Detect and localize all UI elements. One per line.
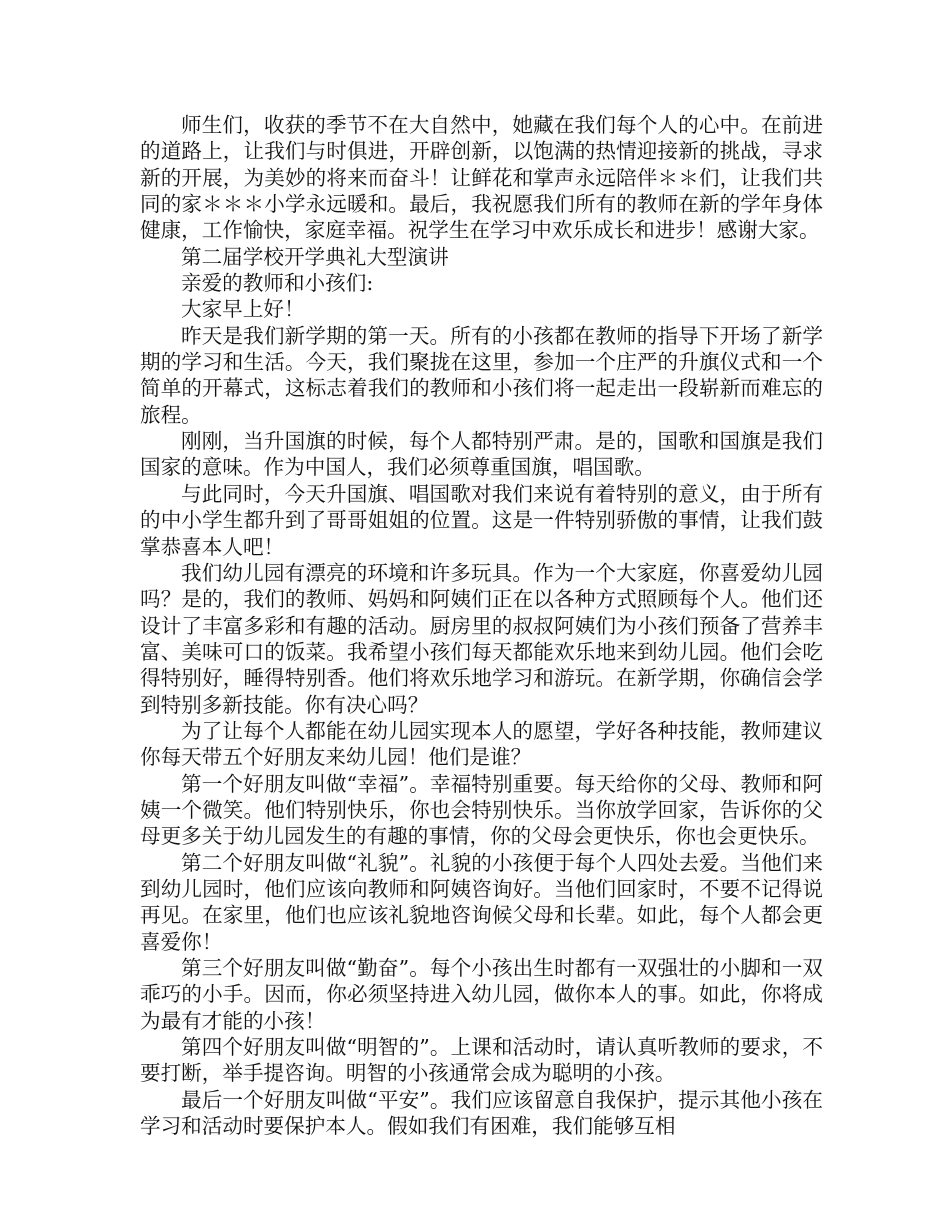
paragraph: 与此同时，今天升国旗、唱国歌对我们来说有着特别的意义，由于所有的中小学生都升到了哥哥姐姐的位置。这是一件特别骄傲的事情，让我们鼓掌恭喜本人吧！ (140, 481, 823, 559)
paragraph: 第一个好朋友叫做“幸福”。幸福特别重要。每天给你的父母、教师和阿姨一个微笑。他们特别快乐，你也会特别快乐。当你放学回家，告诉你的父母更多关于幼儿园发生的有趣的事情，你的父母会更快乐，你也会更快乐。 (140, 771, 823, 849)
paragraph: 第二个好朋友叫做“礼貌”。礼貌的小孩便于每个人四处去爱。当他们来到幼儿园时，他们应该向教师和阿姨咨询好。当他们回家时，不要不记得说再见。在家里，他们也应该礼貌地咨询候父母和长辈。如此，每个人都会更喜爱你！ (140, 850, 823, 954)
paragraph: 为了让每个人都能在幼儿园实现本人的愿望，学好各种技能，教师建议你每天带五个好朋友来幼儿园！他们是谁？ (140, 718, 823, 770)
paragraph: 我们幼儿园有漂亮的环境和许多玩具。作为一个大家庭，你喜爱幼儿园吗？是的，我们的教师、妈妈和阿姨们正在以各种方式照顾每个人。他们还设计了丰富多彩和有趣的活动。厨房里的叔叔阿姨们为小孩们预备了营养丰富、美味可口的饭菜。我希望小孩们每天都能欢乐地来到幼儿园。他们会吃得特别好，睡得特别香。他们将欢乐地学习和游玩。在新学期，你确信会学到特别多新技能。你有决心吗？ (140, 560, 823, 717)
document-body (140, 112, 823, 1139)
greeting: 大家早上好！ (181, 297, 305, 322)
speech-title: 第二届学校开学典礼大型演讲 (181, 244, 449, 269)
paragraph: 第四个好朋友叫做“明智的”。上课和活动时，请认真听教师的要求，不要打断，举手提咨询。明智的小孩通常会成为聪明的小孩。 (140, 1035, 823, 1086)
paragraph: 刚刚，当升国旗的时候，每个人都特别严肃。是的，国歌和国旗是我们国家的意味。作为中国人，我们必须尊重国旗，唱国歌。 (140, 429, 823, 480)
paragraph: 第三个好朋友叫做“勤奋”。每个小孩出生时都有一双强壮的小脚和一双乖巧的小手。因而，你必须坚持进入幼儿园，做你本人的事。如此，你将成为最有才能的小孩！ (140, 956, 823, 1033)
paragraph: 昨天是我们新学期的第一天。所有的小孩都在教师的指导下开场了新学期的学习和生活。今天，我们聚拢在这里，参加一个庄严的升旗仪式和一个简单的开幕式，这标志着我们的教师和小孩们将一起走出一段崭新而难忘的旅程。 (140, 323, 823, 427)
salutation: 亲爱的教师和小孩们: (181, 271, 374, 296)
paragraph: 师生们，收获的季节不在大自然中，她藏在我们每个人的心中。在前进的道路上，让我们与时俱进，开辟创新，以饱满的热情迎接新的挑战，寻求新的开展，为美妙的将来而奋斗！让鲜花和掌声永远陪伴＊＊们，让我们共同的家＊＊＊小学永远暖和。最后，我祝愿我们所有的教师在新的学年身体健康，工作愉快，家庭幸福。祝学生在学习中欢乐成长和进步！感谢大家。 (140, 113, 823, 243)
paragraph: 最后一个好朋友叫做“平安”。我们应该留意自我保护，提示其他小孩在学习和活动时要保护本人。假如我们有困难，我们能够互相 (140, 1087, 823, 1139)
